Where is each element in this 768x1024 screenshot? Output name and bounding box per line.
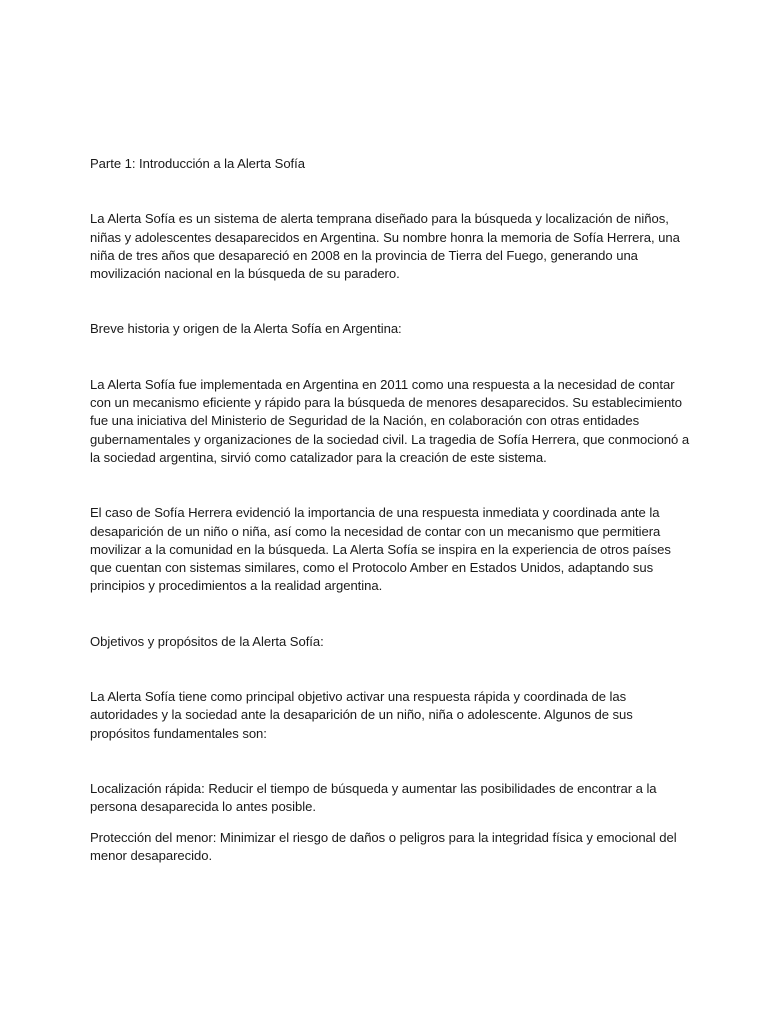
paragraph-intro: La Alerta Sofía es un sistema de alerta temprana diseñado para la búsqueda y localización de niños, niñas y adolescentes desaparecidos en Argentina. Su nombre honra la memoria de Sofía Herrera, una niña de tres años que desapareció en 2008 en la provincia de Tierra del Fuego, generando una movilización nacional en la búsqueda de su paradero.: [90, 211, 680, 282]
section-heading-objectives: Objetivos y propósitos de la Alerta Sofía:: [90, 633, 324, 649]
purpose-item-2: Protección del menor: Minimizar el riesgo de daños o peligros para la integridad física y emocional del menor desaparecido.: [90, 829, 677, 863]
paragraph-history-1: La Alerta Sofía fue implementada en Argentina en 2011 como una respuesta a la necesidad de contar con un mecanismo eficiente y rápido para la búsqueda de menores desaparecidos. Su establecimiento fue una iniciativa del Ministerio de Seguridad de la Nación, en colaboración con otras entidades gubernamentales y organizaciones de la sociedad civil. La tragedia de Sofía Herrera, que conmocionó a la sociedad argentina, sirvió como catalizador para la creación de este sistema.: [90, 376, 690, 465]
paragraph-objectives: La Alerta Sofía tiene como principal objetivo activar una respuesta rápida y coordinada de las autoridades y la sociedad ante la desaparición de un niño, niña o adolescente. Algunos de sus propósitos fundamentales son:: [90, 689, 633, 741]
document-body: [90, 155, 690, 865]
purpose-item-1: Localización rápida: Reducir el tiempo de búsqueda y aumentar las posibilidades de encontrar a la persona desaparecida lo antes posible.: [90, 780, 657, 815]
section-heading-intro: Parte 1: Introducción a la Alerta Sofía: [90, 156, 305, 171]
section-heading-history: Breve historia y origen de la Alerta Sofía en Argentina:: [90, 321, 402, 337]
paragraph-history-2: El caso de Sofía Herrera evidenció la importancia de una respuesta inmediata y coordinada ante la desaparición de un niño o niña, así como la necesidad de contar con un mecanismo que permitiera movilizar a la comunidad en la búsqueda. La Alerta Sofía se inspira en la experiencia de otros países que cuentan con sistemas similares, como el Protocolo Amber en Estados Unidos, adaptando sus principios y procedimientos a la realidad argentina.: [90, 505, 671, 594]
